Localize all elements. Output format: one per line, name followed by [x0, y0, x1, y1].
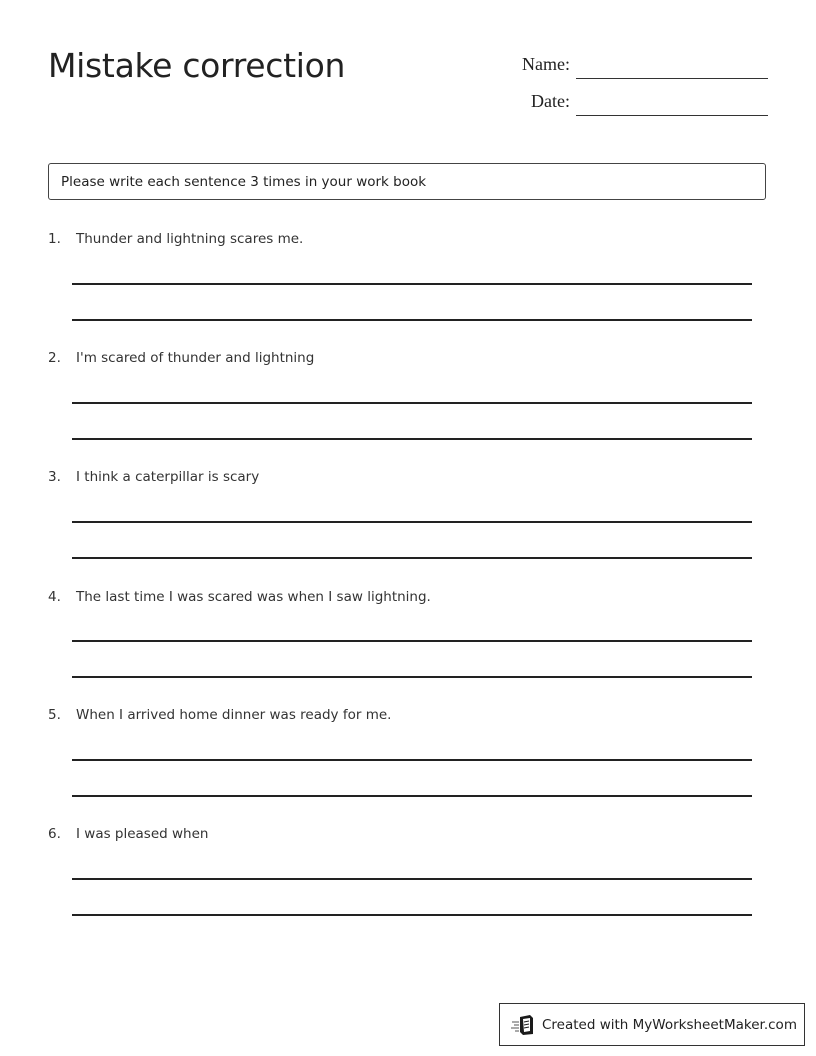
- item-number: 2.: [48, 350, 61, 366]
- writing-line[interactable]: [72, 319, 752, 321]
- item-number: 3.: [48, 469, 61, 485]
- worksheet-maker-logo-icon: [510, 1014, 536, 1036]
- writing-line[interactable]: [72, 557, 752, 559]
- exercise-item-4: [48, 589, 766, 699]
- item-sentence: I think a caterpillar is scary: [76, 469, 260, 485]
- instructions-box: Please write each sentence 3 times in your work book: [48, 163, 766, 200]
- date-label: Date:: [531, 91, 570, 111]
- writing-line[interactable]: [72, 283, 752, 285]
- page-title: Mistake correction: [48, 46, 346, 85]
- writing-line[interactable]: [72, 402, 752, 404]
- exercise-item-2: [48, 350, 766, 460]
- writing-line[interactable]: [72, 640, 752, 642]
- exercise-item-1: [48, 231, 766, 341]
- item-number: 6.: [48, 826, 61, 842]
- name-label: Name:: [522, 54, 570, 74]
- date-field[interactable]: [500, 86, 768, 116]
- name-field[interactable]: [500, 49, 768, 79]
- exercise-item-3: [48, 469, 766, 579]
- writing-line[interactable]: [72, 795, 752, 797]
- writing-line[interactable]: [72, 759, 752, 761]
- item-sentence: The last time I was scared was when I saw lightning.: [76, 589, 431, 605]
- writing-line[interactable]: [72, 676, 752, 678]
- item-sentence: When I arrived home dinner was ready for me.: [76, 707, 392, 723]
- footer-text: Created with MyWorksheetMaker.com: [542, 1016, 797, 1033]
- name-line[interactable]: [576, 78, 768, 79]
- item-sentence: I was pleased when: [76, 826, 209, 842]
- writing-line[interactable]: [72, 521, 752, 523]
- item-number: 5.: [48, 707, 61, 723]
- exercise-item-5: [48, 707, 766, 817]
- item-sentence: Thunder and lightning scares me.: [76, 231, 304, 247]
- date-line[interactable]: [576, 115, 768, 116]
- writing-line[interactable]: [72, 438, 752, 440]
- exercise-item-6: [48, 826, 766, 936]
- writing-line[interactable]: [72, 878, 752, 880]
- item-number: 4.: [48, 589, 61, 605]
- item-number: 1.: [48, 231, 61, 247]
- writing-line[interactable]: [72, 914, 752, 916]
- item-sentence: I'm scared of thunder and lightning: [76, 350, 315, 366]
- footer-credit[interactable]: [499, 1003, 805, 1046]
